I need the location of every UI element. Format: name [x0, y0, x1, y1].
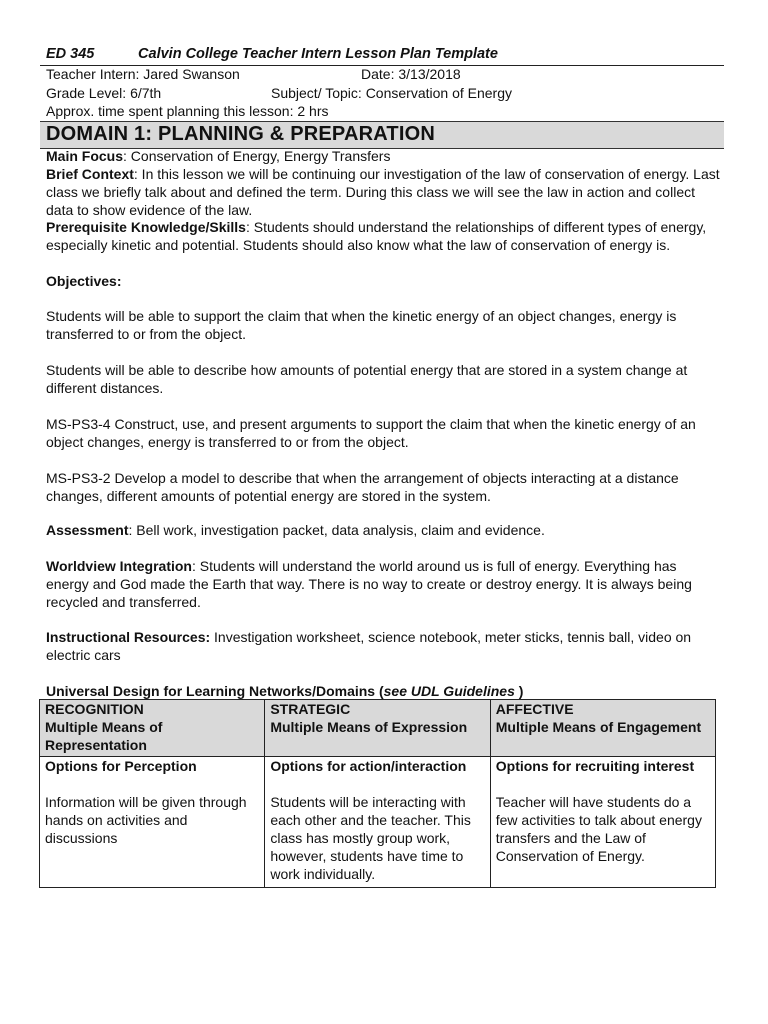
objectives-heading	[46, 272, 722, 290]
subject-topic	[271, 85, 512, 101]
assessment-label: Assessment	[46, 522, 129, 538]
affective-subtitle: Multiple Means of Engagement	[495, 719, 702, 735]
udl-header-affective	[490, 700, 715, 757]
affective-body: Teacher will have students do a few activities to talk about energy transfers and the Law of Conservation of Energy.	[495, 794, 702, 864]
objectives-label: Objectives:	[46, 273, 122, 289]
date	[361, 66, 461, 82]
grade-level	[46, 85, 161, 101]
teacher-intern	[46, 66, 240, 82]
worldview-text: : Students will understand the world around us is full of energy. Everything has energy and God made the Earth that way. There is no way to create or destroy energy. It is always being recycled and transferred.	[46, 558, 692, 610]
date-label: Date:	[361, 66, 395, 82]
objective-item: Students will be able to describe how amounts of potential energy that are stored in a system change at different distances.	[46, 362, 688, 396]
udl-header-recognition	[40, 700, 265, 757]
date-value: 3/13/2018	[398, 66, 461, 82]
prerequisite-label: Prerequisite Knowledge/Skills	[46, 219, 246, 235]
teacher-label: Teacher Intern:	[46, 66, 140, 82]
prerequisite-knowledge	[46, 218, 722, 254]
subject-label: Subject/ Topic:	[271, 85, 362, 101]
main-focus-label: Main Focus	[46, 148, 124, 164]
recognition-title: RECOGNITION	[45, 701, 144, 717]
udl-guidelines-link[interactable]: see UDL Guidelines	[383, 683, 515, 699]
recognition-subtitle: Multiple Means of Representation	[45, 719, 163, 753]
udl-body-row	[40, 757, 716, 888]
option-action-interaction: Options for action/interaction	[270, 758, 467, 774]
assessment-text: : Bell work, investigation packet, data analysis, claim and evidence.	[128, 522, 545, 538]
domain-heading-bar	[40, 121, 724, 149]
planning-time	[46, 103, 329, 119]
udl-header-row	[40, 700, 716, 757]
strategic-subtitle: Multiple Means of Expression	[270, 719, 468, 735]
worldview-label: Worldview Integration	[46, 558, 192, 574]
udl-cell-strategic	[265, 757, 490, 888]
subject-value: Conservation of Energy	[365, 85, 512, 101]
time-value: 2 hrs	[297, 103, 329, 119]
udl-heading	[46, 682, 722, 700]
objective-item: MS-PS3-4 Construct, use, and present arguments to support the claim that when the kinetic energy of an object changes, energy is transferred to or from the object.	[46, 416, 696, 450]
udl-heading-end: )	[514, 683, 524, 699]
udl-cell-recognition	[40, 757, 265, 888]
time-label: Approx. time spent planning this lesson:	[46, 103, 294, 119]
udl-heading-text: Universal Design for Learning Networks/Domains (	[46, 683, 384, 699]
worldview-integration	[46, 557, 722, 611]
document-title: Calvin College Teacher Intern Lesson Plan Template	[138, 46, 498, 62]
option-recruiting-interest: Options for recruiting interest	[495, 758, 695, 774]
instructional-resources	[46, 628, 722, 664]
teacher-value: Jared Swanson	[143, 66, 240, 82]
document-header	[46, 46, 726, 62]
objective-item: MS-PS3-2 Develop a model to describe that when the arrangement of objects interacting at a distance changes, different amounts of potential energy are stored in the system.	[46, 470, 679, 504]
strategic-title: STRATEGIC	[270, 701, 351, 717]
prerequisite-text: : Students should understand the relationships of different types of energy, especially kinetic and potential. Students should also know what the law of conservation of energy is.	[46, 219, 707, 253]
grade-label: Grade Level:	[46, 85, 127, 101]
assessment	[46, 521, 722, 539]
brief-context	[46, 165, 722, 219]
grade-value: 6/7th	[130, 85, 162, 101]
main-focus-text: : Conservation of Energy, Energy Transfers	[123, 148, 391, 164]
recognition-body: Information will be given through hands on activities and discussions	[45, 794, 247, 846]
objective-item: Students will be able to support the claim that when the kinetic energy of an object changes, energy is transferred to or from the object.	[46, 308, 677, 342]
main-focus	[46, 147, 722, 165]
udl-table	[39, 699, 716, 888]
udl-header-strategic	[265, 700, 490, 757]
affective-title: AFFECTIVE	[495, 701, 574, 717]
resources-text: Investigation worksheet, science notebook, meter sticks, tennis ball, video on electric cars	[46, 629, 692, 663]
course-code: ED 345	[46, 46, 95, 62]
option-perception: Options for Perception	[45, 758, 197, 774]
domain-title: DOMAIN 1: PLANNING & PREPARATION	[46, 123, 435, 145]
brief-context-label: Brief Context	[46, 166, 134, 182]
brief-context-text: : In this lesson we will be continuing our investigation of the law of conservation of energy. Last class we briefly talk about and defined the term. During this class we will see the law in action and collect data to show evidence of the law.	[46, 166, 720, 218]
resources-label: Instructional Resources:	[46, 629, 211, 645]
strategic-body: Students will be interacting with each other and the teacher. This class has mostly group work, however, students have time to work individually.	[270, 794, 471, 882]
udl-cell-affective	[490, 757, 715, 888]
